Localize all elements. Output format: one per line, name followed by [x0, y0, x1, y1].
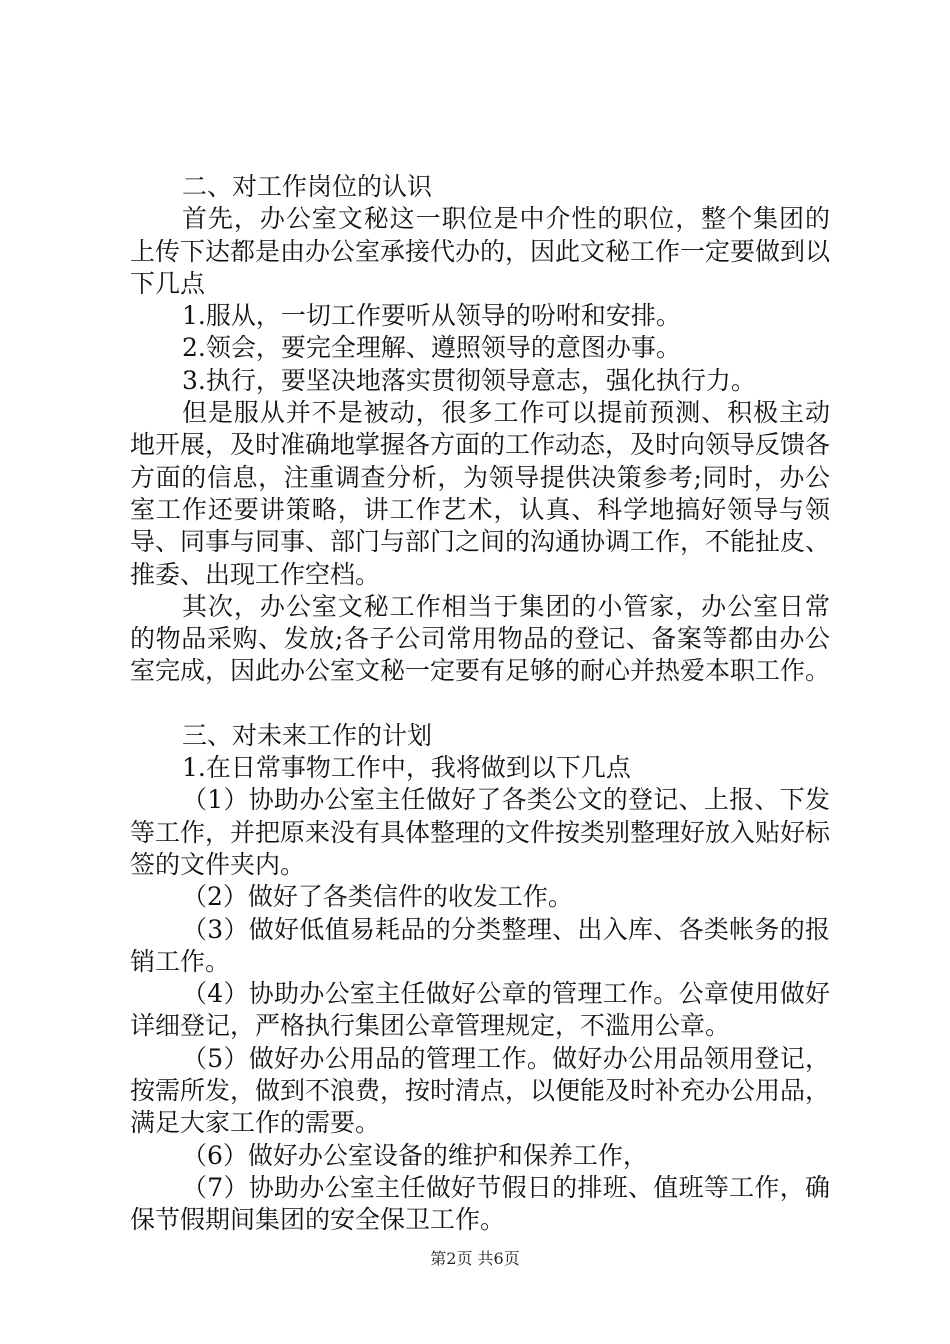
- section-heading-2: 二、对工作岗位的认识: [182, 172, 433, 201]
- list-item: （7）协助办公室主任做好节假日的排班、值班等工作，确保节假期间集团的安全保卫工作。: [130, 1172, 830, 1235]
- list-item: （2）做好了各类信件的收发工作。: [182, 882, 573, 912]
- list-item: （5）做好办公用品的管理工作。做好办公用品领用登记，按需所发，做到不浪费，按时清点，以便能及时补充办公用品，满足大家工作的需要。: [130, 1043, 831, 1138]
- page-number-footer: 第2页 共6页: [430, 1249, 520, 1268]
- list-item: 1.在日常事物工作中，我将做到以下几点: [182, 753, 631, 783]
- list-item: 1.服从，一切工作要听从领导的吩咐和安排。: [182, 301, 681, 331]
- document-body: [130, 171, 830, 1237]
- list-item: 2.领会，要完全理解、遵照领导的意图办事。: [182, 333, 681, 363]
- list-item: （3）做好低值易耗品的分类整理、出入库、各类帐务的报销工作。: [130, 914, 830, 976]
- section-heading-3: 三、对未来工作的计划: [182, 720, 433, 750]
- paragraph: 其次，办公室文秘工作相当于集团的小管家，办公室日常的物品采购、发放;各子公司常用物品的登记、备案等都由办公室完成，因此办公室文秘一定要有足够的耐心并热爱本职工作。: [130, 591, 831, 686]
- paragraph: 但是服从并不是被动，很多工作可以提前预测、积极主动地开展，及时准确地掌握各方面的工作动态，及时向领导反馈各方面的信息，注重调查分析，为领导提供决策参考;同时，办公室工作还要讲策略，讲工作艺术，认真、科学地搞好领导与领导、同事与同事、部门与部门之间的沟通协调工作，不能扯皮、推委、出现工作空档。: [130, 398, 831, 589]
- list-item: 3.执行，要坚决地落实贯彻领导意志，强化执行力。: [182, 365, 756, 395]
- list-item: （6）做好办公室设备的维护和保养工作，: [182, 1140, 648, 1170]
- list-item: （4）协助办公室主任做好公章的管理工作。公章使用做好详细登记，严格执行集团公章管理规定，不滥用公章。: [130, 979, 830, 1041]
- list-item: （1）协助办公室主任做好了各类公文的登记、上报、下发等工作，并把原来没有具体整理的文件按类别整理好放入贴好标签的文件夹内。: [130, 785, 831, 879]
- paragraph: 首先，办公室文秘这一职位是中介性的职位，整个集团的上传下达都是由办公室承接代办的，因此文秘工作一定要做到以下几点: [130, 204, 831, 298]
